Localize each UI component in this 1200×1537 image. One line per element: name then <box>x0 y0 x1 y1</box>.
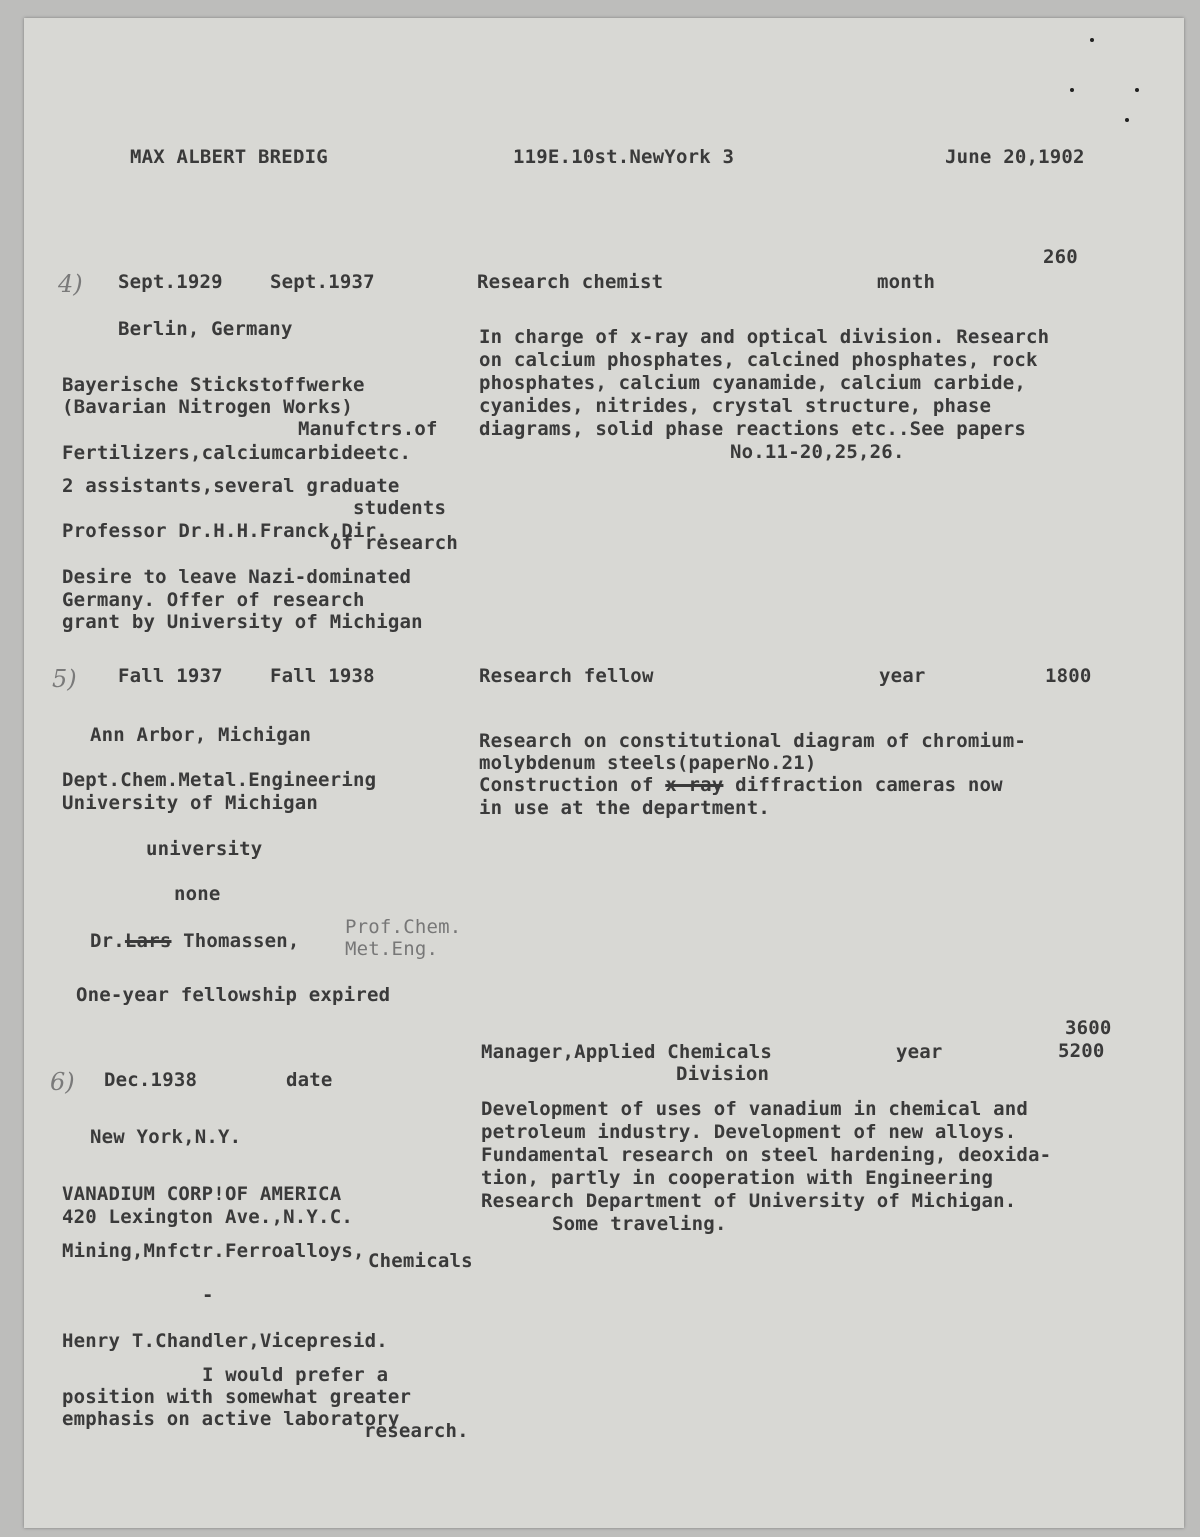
entry4-description-line3: phosphates, calcium cyanamide, calcium carbide, <box>479 372 1027 394</box>
entry5-from: Fall 1937 <box>118 665 223 687</box>
entry5-to: Fall 1938 <box>270 665 375 687</box>
entry6-reason-line1: I would prefer a <box>202 1364 389 1386</box>
entry4-supervisor-line2: of research <box>330 532 459 554</box>
entry4-title: Research chemist <box>477 271 664 293</box>
entry4-from: Sept.1929 <box>118 271 223 293</box>
document-page <box>24 18 1184 1528</box>
entry5-description-line2: molybdenum steels(paperNo.21) <box>479 752 817 774</box>
entry4-reason-line3: grant by University of Michigan <box>62 611 423 633</box>
entry4-description-line4: cyanides, nitrides, crystal structure, phase <box>479 395 992 417</box>
entry5-supervisor-title-line2: Met.Eng. <box>345 938 439 960</box>
entry5-location: Ann Arbor, Michigan <box>90 724 312 746</box>
entry6-description-line6: Some traveling. <box>552 1213 727 1235</box>
entry6-number: 6) <box>50 1068 75 1096</box>
entry5-period: year <box>879 665 926 687</box>
entry4-reason-line1: Desire to leave Nazi-dominated <box>62 566 412 588</box>
entry4-staff-line1: 2 assistants,several graduate <box>62 475 400 497</box>
entry6-employer-line1: VANADIUM CORP!OF AMERICA <box>62 1183 342 1205</box>
entry4-period: month <box>877 271 936 293</box>
header-address: 119E.10st.NewYork 3 <box>513 146 735 168</box>
entry5-description-line1: Research on constitutional diagram of chromium- <box>479 730 1027 752</box>
entry6-period: year <box>896 1041 943 1063</box>
entry6-salary-line2: 5200 <box>1058 1040 1105 1062</box>
entry6-business-line1: Mining,Mnfctr.Ferroalloys, <box>62 1240 365 1262</box>
stray-mark <box>1090 38 1094 42</box>
entry5-reason: One-year fellowship expired <box>76 984 391 1006</box>
entry5-staff: none <box>174 883 221 905</box>
entry6-reason-line4: research. <box>364 1420 469 1442</box>
entry4-reason-line2: Germany. Offer of research <box>62 589 365 611</box>
header-name: MAX ALBERT BREDIG <box>130 146 328 168</box>
entry4-description-line5: diagrams, solid phase reactions etc..See papers <box>479 418 1027 440</box>
stray-mark <box>1135 88 1139 92</box>
entry4-location: Berlin, Germany <box>118 318 293 340</box>
entry6-reason-line3: emphasis on active laboratory <box>62 1408 400 1430</box>
entry5-salary: 1800 <box>1045 665 1092 687</box>
entry5-description-line4: in use at the department. <box>479 797 770 819</box>
entry6-title-line2: Division <box>676 1063 770 1085</box>
entry6-description-line1: Development of uses of vanadium in chemical and <box>481 1098 1029 1120</box>
entry6-description-line2: petroleum industry. Development of new alloys. <box>481 1121 1017 1143</box>
entry4-employer-line1: Bayerische Stickstoffwerke <box>62 374 365 396</box>
entry4-staff-line2: students <box>353 497 447 519</box>
stray-mark <box>1125 118 1129 122</box>
entry4-salary: 260 <box>1043 246 1078 268</box>
entry4-description-line2: on calcium phosphates, calcined phosphates, rock <box>479 349 1038 371</box>
entry6-business-line2: Chemicals <box>368 1250 473 1272</box>
entry4-business-line2: Fertilizers,calciumcarbideetc. <box>62 442 412 464</box>
entry5-number: 5) <box>52 665 77 693</box>
entry6-to: date <box>286 1069 333 1091</box>
entry6-supervisor: Henry T.Chandler,Vicepresid. <box>62 1330 388 1352</box>
entry6-title-line1: Manager,Applied Chemicals <box>481 1041 772 1063</box>
entry4-business-line1: Manufctrs.of <box>298 418 438 440</box>
entry5-supervisor-title-line1: Prof.Chem. <box>345 916 462 938</box>
entry6-description-line4: tion, partly in cooperation with Engineering <box>481 1167 994 1189</box>
entry5-description-line3: Construction of x-ray diffraction cameras now <box>479 774 1003 796</box>
entry4-description-line6: No.11-20,25,26. <box>730 441 905 463</box>
entry6-from: Dec.1938 <box>104 1069 198 1091</box>
entry6-description-line3: Fundamental research on steel hardening, deoxida- <box>481 1144 1052 1166</box>
entry6-reason-line2: position with somewhat greater <box>62 1386 412 1408</box>
header-date: June 20,1902 <box>945 146 1085 168</box>
entry4-employer-line2: (Bavarian Nitrogen Works) <box>62 396 353 418</box>
entry6-salary-line1: 3600 <box>1065 1017 1112 1039</box>
entry5-business: university <box>146 838 263 860</box>
entry5-employer-line2: University of Michigan <box>62 792 319 814</box>
entry6-staff: - <box>202 1284 214 1306</box>
entry6-location: New York,N.Y. <box>90 1126 242 1148</box>
entry4-number: 4) <box>58 270 83 298</box>
entry5-title: Research fellow <box>479 665 654 687</box>
entry5-employer-line1: Dept.Chem.Metal.Engineering <box>62 769 377 791</box>
entry6-employer-line2: 420 Lexington Ave.,N.Y.C. <box>62 1206 353 1228</box>
entry4-supervisor-line1: Professor Dr.H.H.Franck,Dir. <box>62 520 388 542</box>
stray-mark <box>1070 88 1074 92</box>
entry4-to: Sept.1937 <box>270 271 375 293</box>
entry5-supervisor: Dr.Lars Thomassen, <box>90 930 300 952</box>
entry6-description-line5: Research Department of University of Michigan. <box>481 1190 1017 1212</box>
entry4-description-line1: In charge of x-ray and optical division. Research <box>479 326 1050 348</box>
